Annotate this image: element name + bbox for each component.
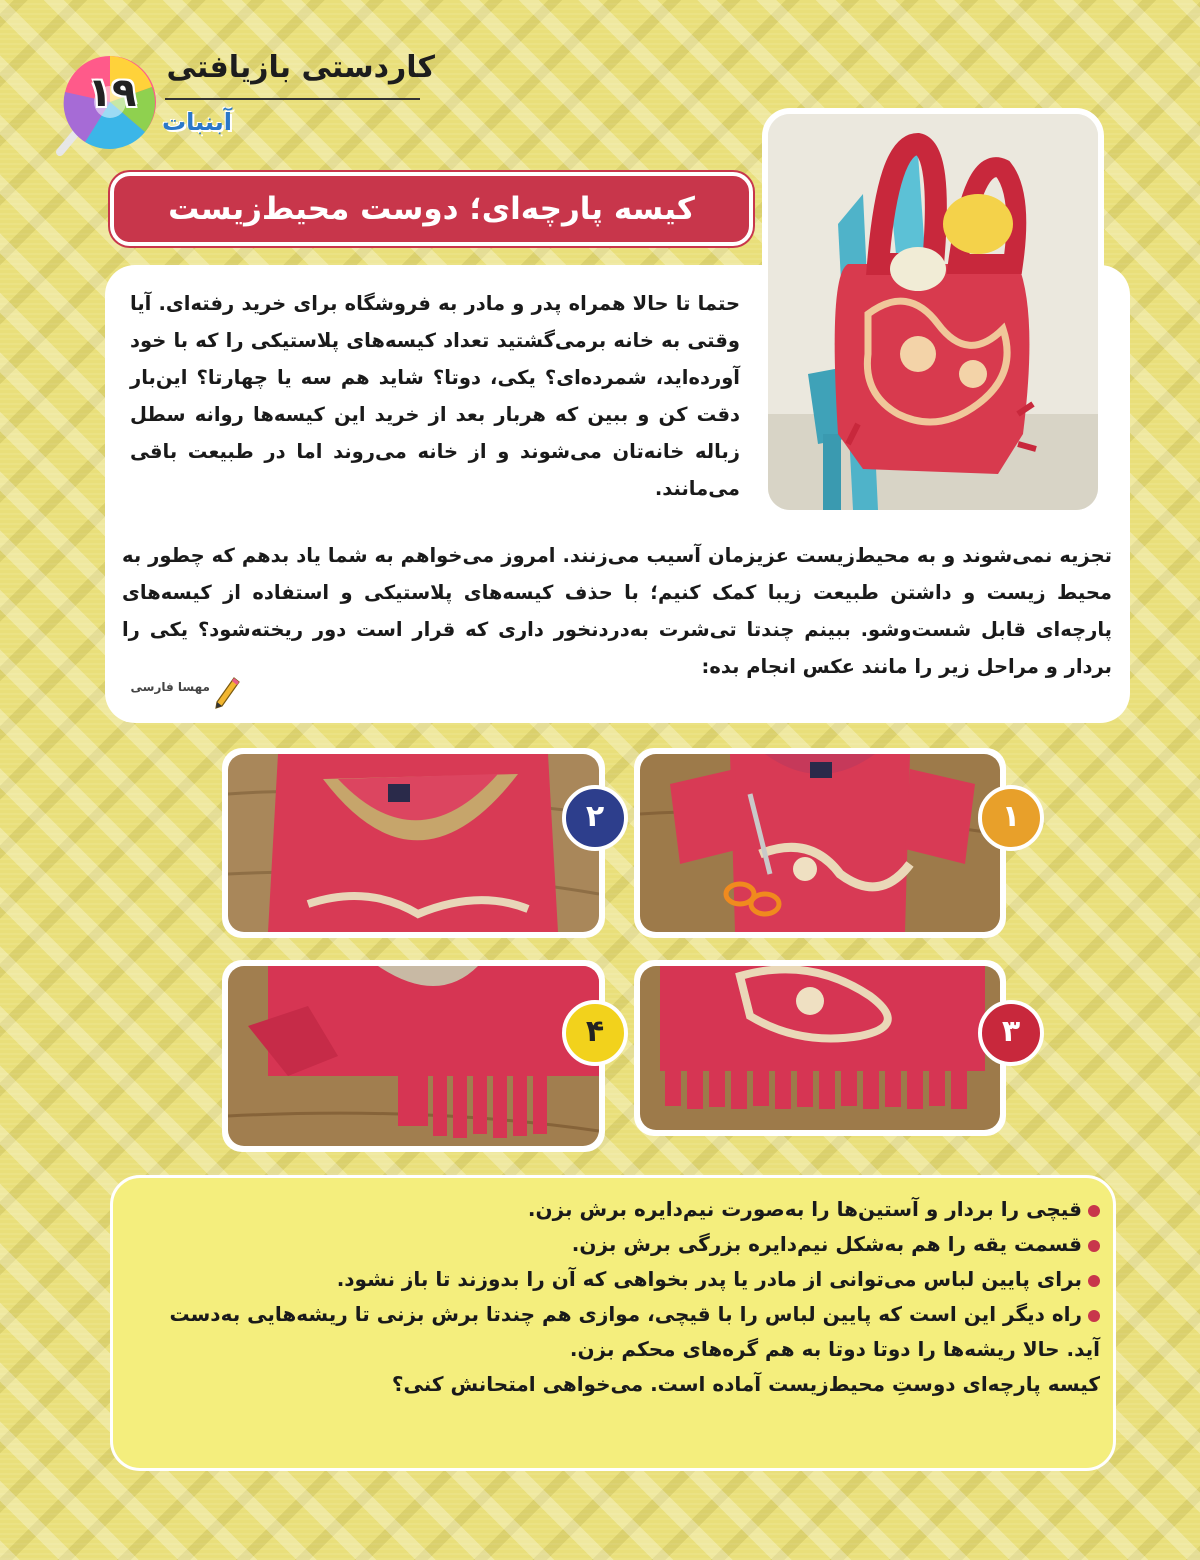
instructions-list (130, 1192, 1100, 1402)
bullet-icon (1088, 1205, 1100, 1217)
pencil-icon (214, 676, 240, 714)
instruction-item: برای پایین لباس می‌توانی از مادر یا پدر بخواهی که آن را بدوزند تا باز نشود. (130, 1262, 1100, 1297)
intro-text-top: حتما تا حالا همراه پدر و مادر به فروشگاه برای خرید رفته‌ای. آیا وقتی به خانه برمی‌گشتید تعداد کیسه‌های پلاستیکی را که با خود آورده‌اید، شمرده‌ای؟ یکی، دوتا؟ شاید هم سه یا چهارتا؟ این‌بار دقت کن و ببین که هربار بعد از خرید این کیسه‌ها روانه سطل زباله خانه‌تان می‌شوند و از خانه می‌روند اما در طبیعت باقی می‌مانند. (130, 292, 740, 500)
step-photo-4 (222, 960, 605, 1152)
brand-logo: آبنبات (162, 108, 232, 136)
step-badge-4: ۴ (562, 1000, 628, 1066)
instruction-item: قسمت یقه را هم به‌شکل نیم‌دایره بزرگی برش بزن. (130, 1227, 1100, 1262)
bullet-icon (1088, 1310, 1100, 1322)
step-badge-2: ۲ (562, 785, 628, 851)
bag-photo (768, 114, 1098, 510)
section-title: کاردستی بازیافتی (166, 50, 435, 85)
bullet-icon (1088, 1240, 1100, 1252)
article-title: کیسه پارچه‌ای؛ دوست محیط‌زیست (110, 172, 753, 246)
instruction-item: راه دیگر این است که پایین لباس را با قیچی، موازی هم چندتا برش بزنی تا ریشه‌هایی به‌دست آید. حالا ریشه‌ها را دوتا دوتا به هم گره‌های محکم بزن. (169, 1302, 1100, 1361)
bullet-icon (1088, 1275, 1100, 1287)
step-badge-3: ۳ (978, 1000, 1044, 1066)
step-photo-3 (634, 960, 1006, 1136)
instruction-closing: کیسه پارچه‌ای دوستِ محیط‌زیست آماده است. می‌خواهی امتحانش کنی؟ (391, 1372, 1100, 1396)
author-signature (130, 676, 240, 710)
instruction-item: قیچی را بردار و آستین‌ها را به‌صورت نیم‌دایره برش بزن. (130, 1192, 1100, 1227)
section-underline (165, 98, 420, 100)
page-number: ۱۹ (87, 70, 137, 116)
step-badge-1: ۱ (978, 785, 1044, 851)
step-photo-2 (222, 748, 605, 938)
step-photo-1 (634, 748, 1006, 938)
author-name: مهسا فارسی (130, 680, 210, 694)
intro-text-bottom: تجزیه نمی‌شوند و به محیط‌زیست عزیزمان آسیب می‌زنند. امروز می‌خواهم به شما یاد بدهم که چطور به محیط زیست و داشتن طبیعت زیبا کمک کنیم؛ با حذف کیسه‌های پلاستیکی و استفاده از کیسه‌های پارچه‌ای قابل شست‌وشو. ببینم چندتا تی‌شرت به‌دردنخور داری که قرار است دور ریخته‌شود؟ یکی را بردار و مراحل زیر را مانند عکس انجام بده: (122, 544, 1112, 678)
